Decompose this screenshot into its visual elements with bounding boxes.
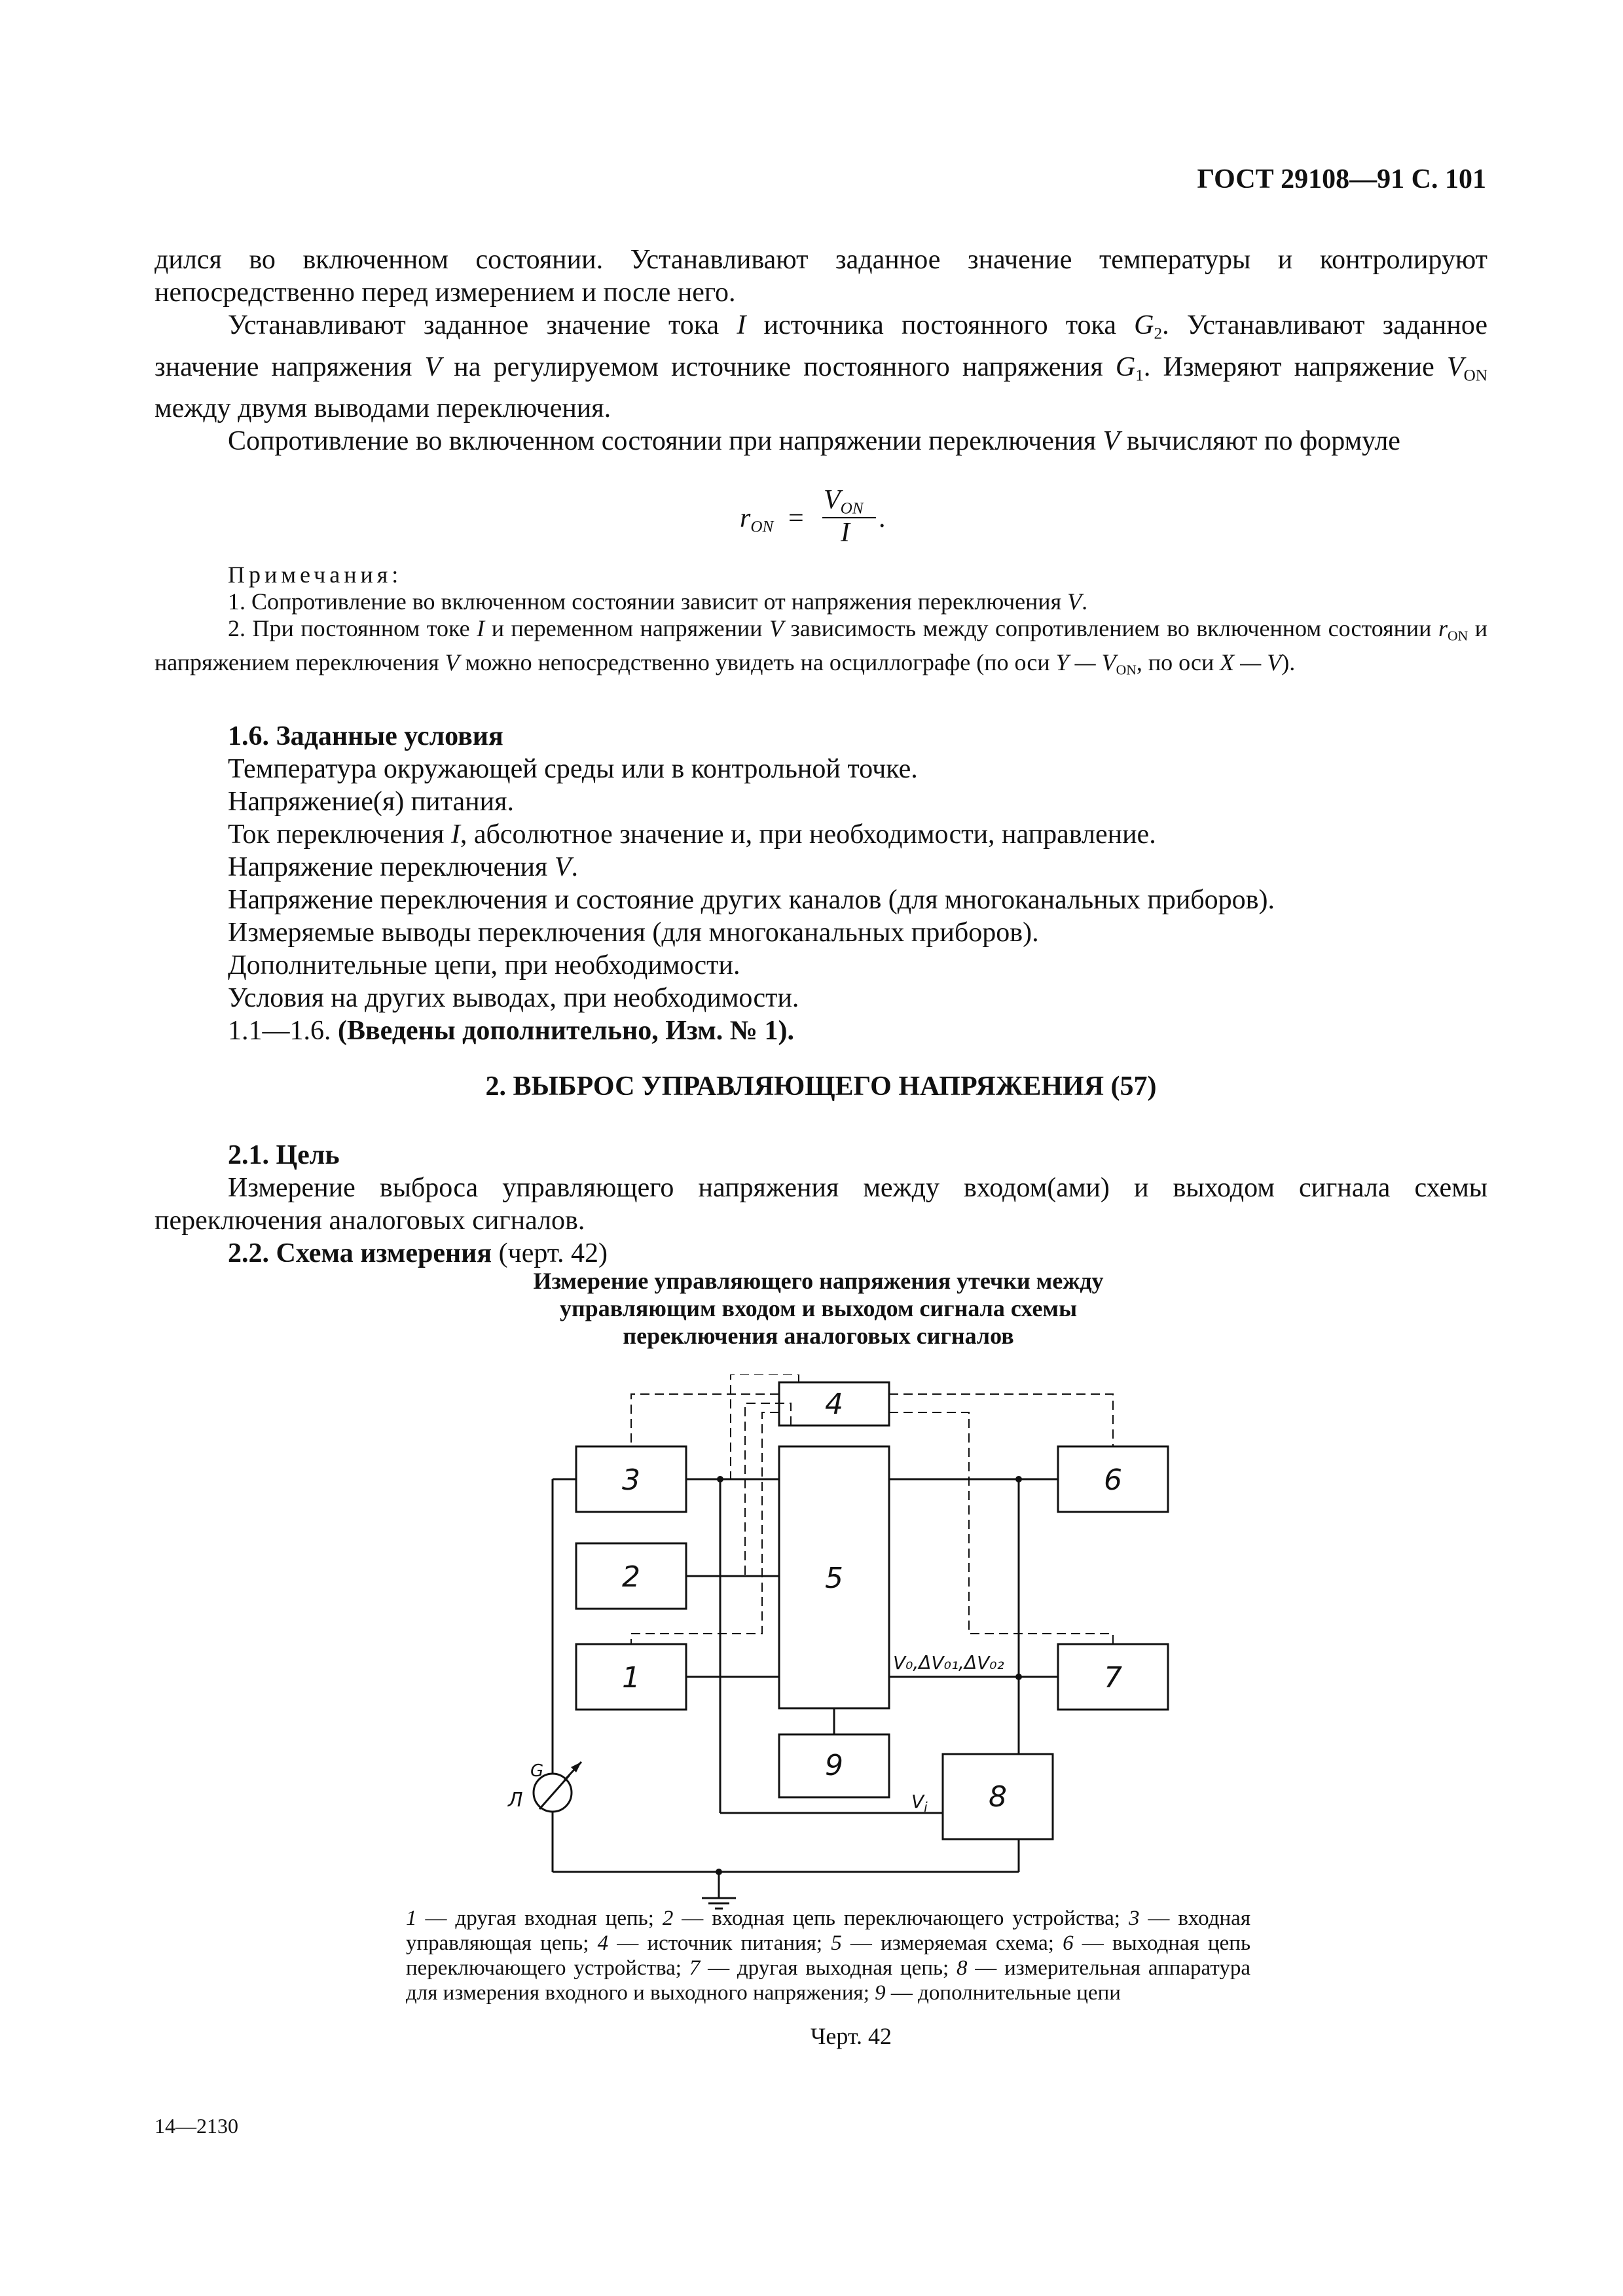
condition-item: Ток переключения I, абсолютное значение и, при необходимости, направление.: [228, 819, 1156, 850]
condition-item: Напряжение(я) питания.: [228, 787, 514, 817]
block-5-label: 5: [825, 1562, 843, 1595]
condition-item: Измеряемые выводы переключения (для многоканальных приборов).: [228, 918, 1039, 948]
circuit-diagram: [471, 1374, 1218, 1911]
block-8-label: 8: [989, 1780, 1007, 1814]
figure-caption: Измерение управляющего напряжения утечки между управляющим входом и выходом сигнала схемы переключения аналоговых сигналов: [533, 1268, 1104, 1349]
formula-ron: $r_{ON}$ = $V_{ON}$ I .: [740, 485, 886, 548]
block-1-label: 1: [622, 1661, 640, 1695]
vi-label: $V_i$: [911, 1791, 928, 1815]
figure-legend: 1 — другая входная цепь; 2 — входная цепь переключающего устройства; 3 — входная управляющая цепь; 4 — источник питания; 5 — измеряемая схема; 6 — выходная цепь переключающего устройства; 7 — другая выходная цепь; 8 — измерительная аппаратура для измерения входного и выходного напряжения; 9 — дополнительные цепи: [406, 1907, 1251, 2005]
condition-item: Условия на других выводах, при необходимости.: [228, 983, 799, 1013]
paragraph-3: Сопротивление во включенном состоянии при напряжении переключения V вычисляют по формуле: [228, 426, 1400, 457]
intro-text: [155, 243, 1487, 457]
scheme-heading: 2.2. Схема измерения (черт. 42): [228, 1238, 608, 1268]
goal-text: Измерение выброса управляющего напряжения между входом(ами) и выходом сигнала схемы переключения аналоговых сигналов.: [155, 1173, 1487, 1236]
formula-numerator: $V_{ON}$: [824, 485, 864, 518]
paragraph-2: Устанавливают заданное значение тока I источника постоянного тока $G_2$. Устанавливают заданное значение напряжения V на регулируемом источнике постоянного напряжения $G_1$. Измеряют напряжение $V_{ON}$ между двумя выводами переключения.: [155, 310, 1487, 424]
notes-block: [155, 562, 1487, 684]
formula-lhs: $r_{ON}$: [740, 503, 774, 536]
condition-item: Температура окружающей среды или в контрольной точке.: [228, 754, 918, 784]
generator-label-bottom: Л: [508, 1789, 523, 1812]
formula-denominator: I: [841, 518, 850, 548]
block-9-label: 9: [825, 1749, 843, 1782]
block-2-label: 2: [622, 1560, 640, 1594]
section-2-body: [155, 1139, 1487, 1270]
page-header: ГОСТ 29108—91 С. 101: [1197, 164, 1486, 194]
section-title: 2. ВЫБРОС УПРАВЛЯЮЩЕГО НАПРЯЖЕНИЯ (57): [485, 1071, 1157, 1102]
note-2: 2. При постоянном токе I и переменном напряжении V зависимость между сопротивлением во включенном состоянии $r_{ON}$ и напряжением переключения V можно непосредственно увидеть на осциллографе (по оси Y — $V_{ON}$, по оси X — V).: [155, 615, 1487, 678]
note-1: 1. Сопротивление во включенном состоянии зависит от напряжения переключения V.: [228, 588, 1088, 615]
block-4-label: 4: [825, 1388, 843, 1421]
conditions-title: 1.6. Заданные условия: [228, 721, 503, 751]
block-3-label: 3: [622, 1463, 640, 1497]
condition-item: Напряжение переключения V.: [228, 852, 579, 882]
generator-label-top: G: [530, 1761, 544, 1781]
footer-code: 14—2130: [155, 2114, 238, 2138]
notes-title: Примечания:: [228, 562, 403, 588]
formula-equals: =: [788, 503, 804, 533]
condition-item: Дополнительные цепи, при необходимости.: [228, 950, 740, 980]
condition-item: Напряжение переключения и состояние других каналов (для многоканальных приборов).: [228, 885, 1275, 915]
conditions-block: [155, 720, 1487, 1047]
paragraph-1: дился во включенном состоянии. Устанавливают заданное значение температуры и контролируют непосредственно перед измерением и после него.: [155, 245, 1487, 308]
output-voltage-label: V₀,ΔV₀₁,ΔV₀₂: [893, 1652, 1004, 1674]
amendment-note: 1.1—1.6. (Введены дополнительно, Изм. № 1).: [228, 1016, 794, 1046]
block-6-label: 6: [1104, 1463, 1122, 1497]
goal-title: 2.1. Цель: [228, 1140, 340, 1170]
figure-number: Черт. 42: [811, 2023, 892, 2049]
block-7-label: 7: [1104, 1661, 1122, 1695]
